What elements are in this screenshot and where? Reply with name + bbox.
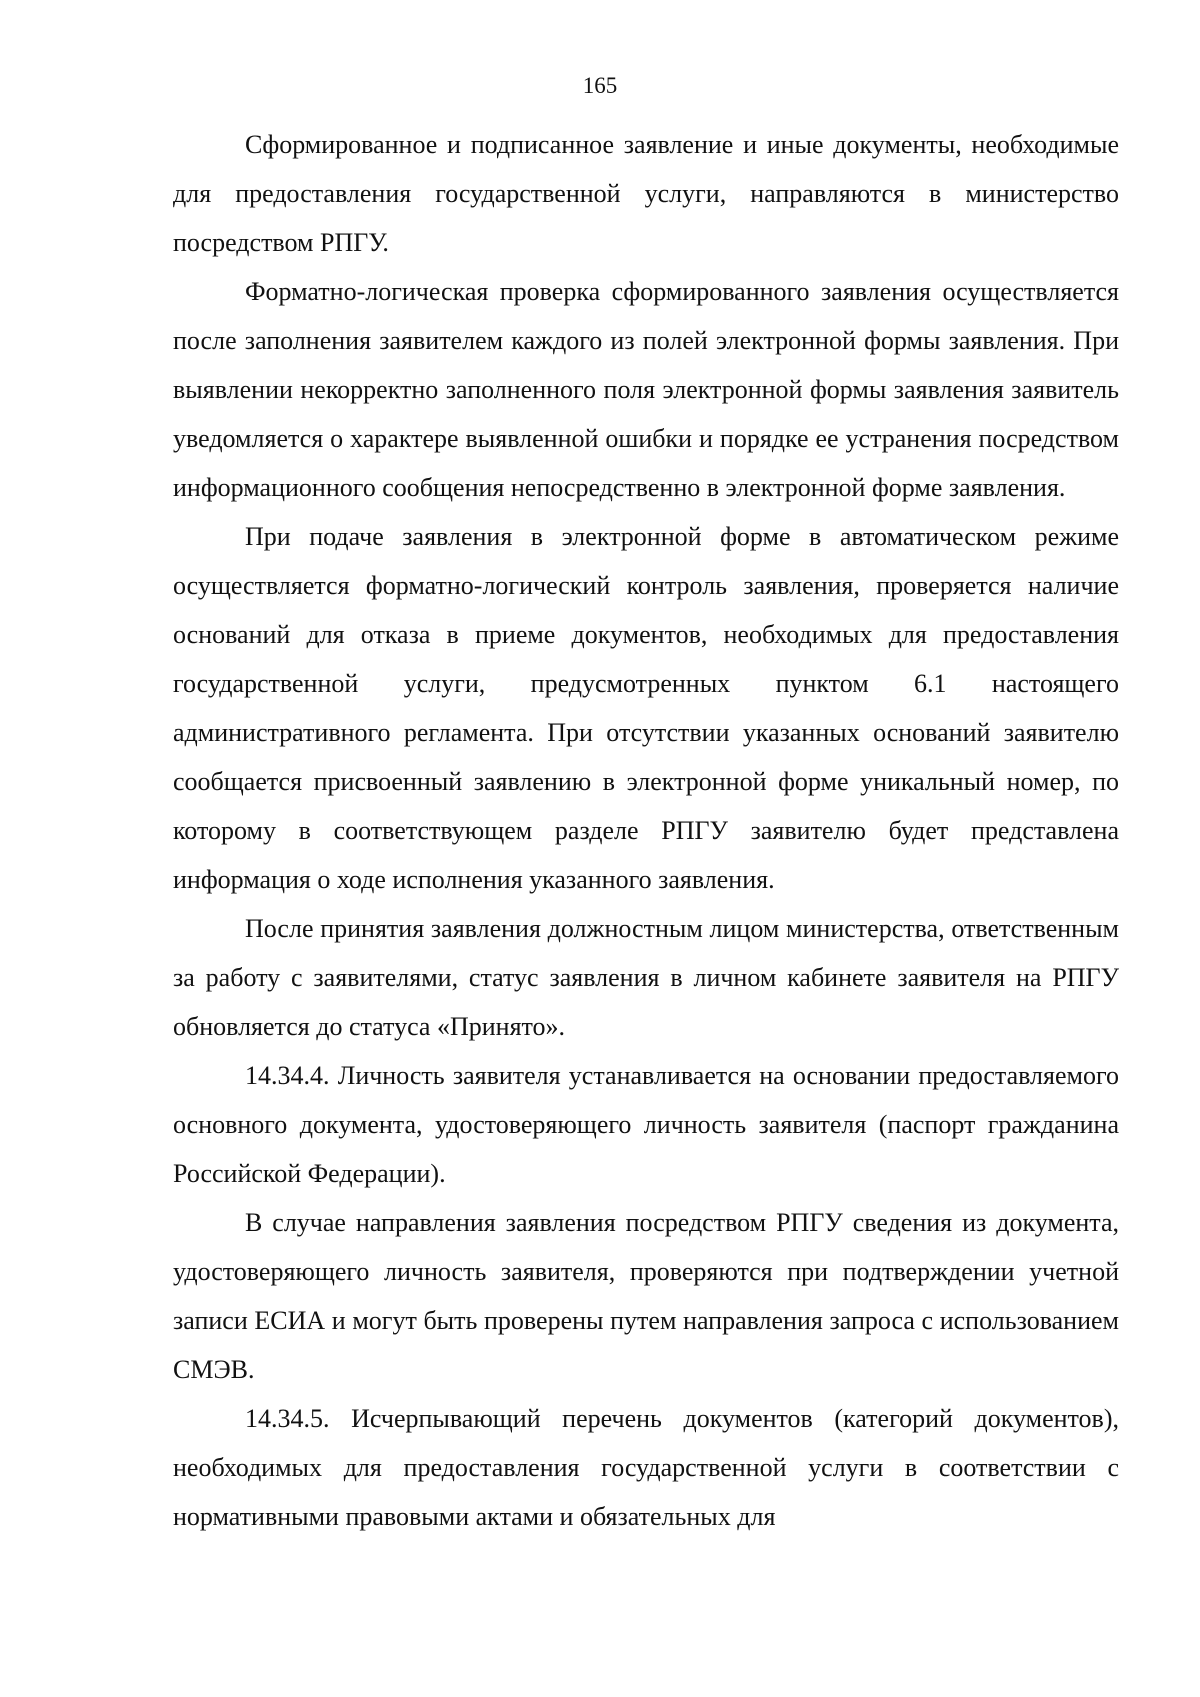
paragraph-automatic-control: При подаче заявления в электронной форме в автоматическом режиме осуществляется форматно-логический контроль заявления, проверяется наличие оснований для отказа в приеме документов, необходимых для предоставления государственной услуги, предусмотренных пунктом 6.1 настоящего административного регламента. При отсутствии указанных оснований заявителю сообщается присвоенный заявлению в электронной форме уникальный номер, по которому в соответствующем разделе РПГУ заявителю будет представлена информация о ходе исполнения указанного заявления. [173,522,1119,894]
paragraph-status-accepted: После принятия заявления должностным лицом министерства, ответственным за работу с заявителями, статус заявления в личном кабинете заявителя на РПГУ обновляется до статуса «Принято». [173,914,1119,1041]
paragraph-14-34-5: 14.34.5. Исчерпывающий перечень документов (категорий документов), необходимых для предоставления государственной услуги в соответствии с нормативными правовыми актами и обязательных для [173,1404,1119,1531]
page-number: 165 [582,73,618,98]
document-body [173,120,1119,1541]
paragraph-format-check: Форматно-логическая проверка сформированного заявления осуществляется после заполнения заявителем каждого из полей электронной формы заявления. При выявлении некорректно заполненного поля электронной формы заявления заявитель уведомляется о характере выявленной ошибки и порядке ее устранения посредством информационного сообщения непосредственно в электронной форме заявления. [173,277,1119,502]
paragraph-submission: Сформированное и подписанное заявление и иные документы, необходимые для предоставления государственной услуги, направляются в министерство посредством РПГУ. [173,130,1119,257]
paragraph-14-34-4: 14.34.4. Личность заявителя устанавливается на основании предоставляемого основного документа, удостоверяющего личность заявителя (паспорт гражданина Российской Федерации). [173,1061,1119,1188]
paragraph-identity-check: В случае направления заявления посредством РПГУ сведения из документа, удостоверяющего личность заявителя, проверяются при подтверждении учетной записи ЕСИА и могут быть проверены путем направления запроса с использованием СМЭВ. [173,1208,1119,1384]
